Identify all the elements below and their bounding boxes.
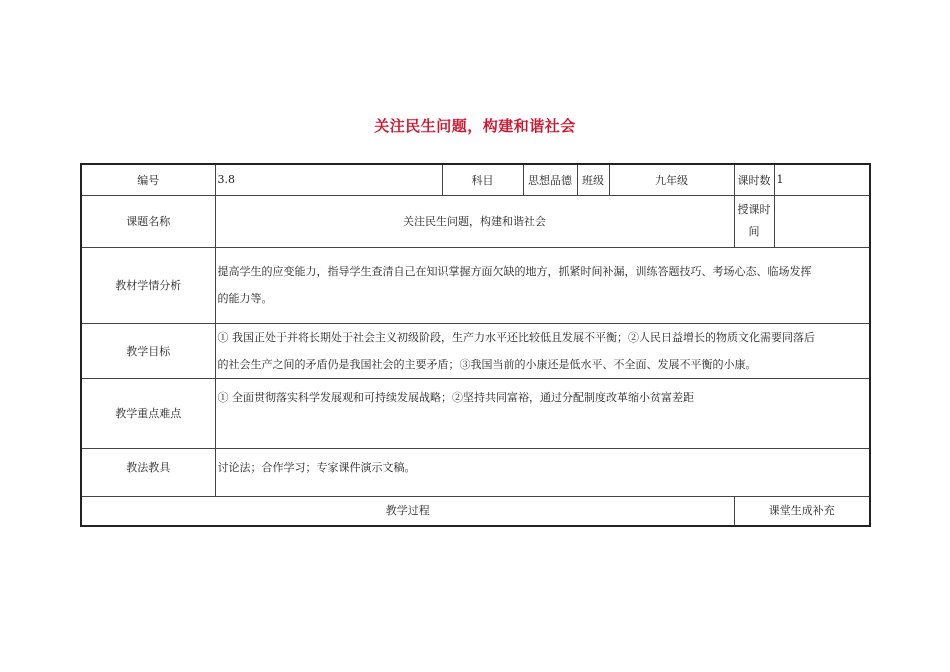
row-basic-info — [81, 164, 870, 195]
goals-label: 教学目标 — [81, 323, 215, 378]
keypoints-text: ① 全面贯彻落实科学发展观和可持续发展战略；②坚持共同富裕，通过分配制度改革缩小贫富差距 — [215, 378, 870, 448]
analysis-label: 教材学情分析 — [81, 247, 215, 323]
goals-line-2: 的社会生产之间的矛盾仍是我国社会的主要矛盾；③我国当前的小康还是低水平、不全面、发展不平衡的小康。 — [217, 357, 757, 371]
topic-value: 关注民生问题，构建和谐社会 — [215, 195, 734, 247]
goals-text — [215, 323, 870, 378]
process-label: 教学过程 — [81, 496, 734, 526]
keypoints-label: 教学重点难点 — [81, 378, 215, 448]
lesson-plan-table — [80, 163, 871, 527]
teaching-time-label-line2: 间 — [748, 225, 760, 238]
document-title: 关注民生问题，构建和谐社会 — [374, 117, 576, 135]
goals-line-1: ① 我国正处于并将长期处于社会主义初级阶段，生产力水平还比较低且发展不平衡；②人民日益增长的物质文化需要同落后 — [217, 330, 815, 344]
analysis-text — [215, 247, 870, 323]
row-topic — [81, 195, 870, 247]
row-process-header — [81, 496, 870, 526]
teaching-time-label-line1: 授课时 — [737, 203, 771, 216]
hours-label: 课时数 — [734, 164, 774, 195]
topic-label: 课题名称 — [81, 195, 215, 247]
analysis-line-1: 提高学生的应变能力，指导学生查清自己在知识掌握方面欠缺的地方，抓紧时间补漏，训练答题技巧、考场心态、临场发挥 — [217, 265, 812, 278]
number-value: 3.8 — [215, 164, 442, 195]
class-value: 九年级 — [609, 164, 734, 195]
supplement-label: 课堂生成补充 — [734, 496, 870, 526]
teaching-time-value — [774, 195, 870, 247]
row-keypoints — [81, 378, 870, 448]
analysis-line-2: 的能力等。 — [217, 292, 273, 305]
row-analysis — [81, 247, 870, 323]
teaching-time-label — [734, 195, 774, 247]
row-goals — [81, 323, 870, 378]
methods-label: 教法教具 — [81, 448, 215, 496]
row-methods — [81, 448, 870, 496]
number-label: 编号 — [81, 164, 215, 195]
subject-value: 思想品德 — [523, 164, 577, 195]
subject-label: 科目 — [442, 164, 523, 195]
hours-value: 1 — [774, 164, 870, 195]
methods-text: 讨论法；合作学习；专家课件演示文稿。 — [215, 448, 870, 496]
class-label: 班级 — [577, 164, 609, 195]
